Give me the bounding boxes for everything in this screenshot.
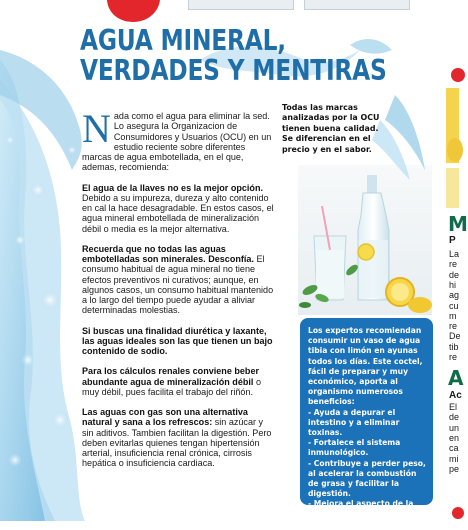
header-tab-1 xyxy=(188,0,294,10)
photo-caption: Todas las marcas analizadas por la OCU tienen buena calidad. Se diferencian en el precio y en el sabor. xyxy=(282,103,380,154)
right-column-line: mi xyxy=(449,453,459,464)
right-column-line: pe xyxy=(449,463,460,474)
tip-paragraph xyxy=(82,366,276,397)
right-column-line: un xyxy=(449,422,460,433)
tip-lead: El agua de la llaves no es la mejor opción. xyxy=(82,182,263,193)
tip-paragraph xyxy=(82,244,276,316)
right-column-line: de xyxy=(449,269,460,280)
right-column-line: cu xyxy=(449,300,459,311)
drop-cap: N xyxy=(82,106,111,151)
right-column-line: m xyxy=(449,310,457,321)
info-box xyxy=(300,318,433,529)
right-column-line: de xyxy=(449,412,460,423)
tip-lead: Si buscas una finalidad diurética y laxante, las aguas ideales son las que tienen un bajo contenido de sodio. xyxy=(82,325,273,356)
info-box-bullet: - Contribuye a perder peso, al acelerar la combustión de grasa y facilitar la digestión. xyxy=(308,458,426,499)
info-box-text: Los expertos recomiendan consumir un vaso de agua tibia con limón en ayunas todos los días. Este coctel, fácil de preparar y muy económico, aporta al organismo numerosos beneficios: xyxy=(308,326,423,407)
tip-lead: Las aguas con gas son una alternativa natural y sana a los refrescos: xyxy=(82,407,248,428)
right-column-line: en xyxy=(449,432,460,443)
right-column-line: re xyxy=(449,352,458,362)
tip-lead: Recuerda que no todas las aguas embotelladas son minerales. Desconfía. xyxy=(82,243,254,264)
article-title xyxy=(80,24,387,87)
intro-text: ada como el agua para eliminar la sed. Lo asegura la Organizacion de Consumidores y Usuarios (OCU) en un estudio reciente sobre diferentes marcas de agua embotellada, en el que, ademas, recomienda: xyxy=(82,111,272,173)
tip-lead: Para los cálculos renales conviene beber abundante agua de mineralización débil xyxy=(82,366,260,387)
tip-text: Debido a su impureza, dureza y alto contenido en cal la hace desagradable. En estos casos, el agua mineral embotellada de mineralización débil o media es la mejor alternativa. xyxy=(82,192,274,234)
right-column-line: La xyxy=(449,249,460,259)
section-badge xyxy=(107,0,160,22)
right-column-line: tib xyxy=(449,341,459,352)
tip-paragraph xyxy=(82,326,276,357)
info-box-bullet: - Mejora el aspecto de la piel por el efecto antioxidante del limón. xyxy=(308,499,414,529)
header-tab-2 xyxy=(304,0,410,10)
right-column-subhead: Ac xyxy=(449,390,462,401)
right-column-subhead: P xyxy=(449,235,456,246)
tip-text: sin azúcar y sin aditivos. Tambien facilitan la digestión. Pero deben evitarlas quienes tengan hipertensión arterial, insuficiencia renal crónica, cirrosis hepática o insuficiencia cardiaca. xyxy=(82,417,272,469)
tip-text: El consumo habitual de agua mineral no tiene efectos preventivos ni curativos; aunque, en algunos casos, un consumo habitual mantenido a lo largo del tiempo puede ayudar a aliviar determinadas molestias. xyxy=(82,254,274,316)
right-column-line: De xyxy=(449,331,461,342)
right-column-heading: A xyxy=(448,366,464,390)
tip-paragraph xyxy=(82,407,276,469)
water-splash-image xyxy=(0,50,85,521)
title-line-1: AGUA MINERAL, xyxy=(80,24,286,57)
right-column-line: hi xyxy=(449,279,457,290)
info-box-bullet: - Fortalece el sistema inmunológico. xyxy=(308,438,401,458)
article-body xyxy=(82,106,276,469)
right-column-line: El xyxy=(449,402,458,412)
intro-paragraph xyxy=(82,106,276,173)
right-column-heading: M xyxy=(448,212,468,236)
info-box-bullet: - Ayuda a depurar el intestino y a eliminar toxinas. xyxy=(308,407,400,438)
right-column-line: ca xyxy=(449,443,459,454)
right-column-line: re xyxy=(449,321,458,332)
title-line-2: VERDADES Y MENTIRAS xyxy=(80,54,387,87)
tip-text: o muy débil, pues facilita el trabajo del riñón. xyxy=(82,376,261,397)
right-column-line: re xyxy=(449,259,458,270)
right-column-line: ag xyxy=(449,290,460,301)
tip-paragraph xyxy=(82,183,276,234)
